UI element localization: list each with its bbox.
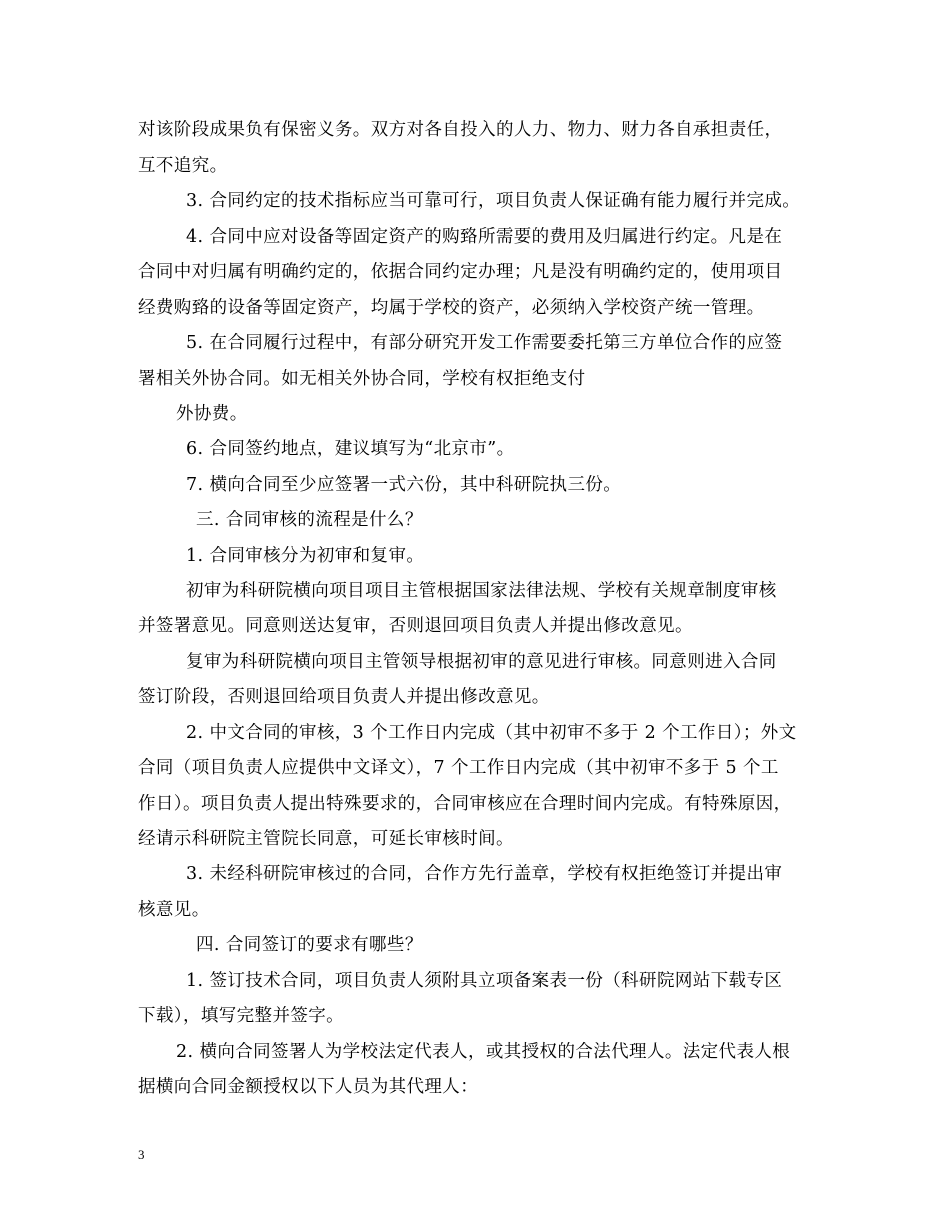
text-line: 互不追究。	[138, 156, 228, 176]
text-line: 2. 横向合同签署人为学校法定代表人，或其授权的合法代理人。法定代表人根	[176, 1042, 791, 1062]
text-line: 经请示科研院主管院长同意，可延长审核时间。	[138, 829, 514, 849]
text-line: 并签署意见。同意则送达复审，否则退回项目负责人并提出修改意见。	[138, 616, 693, 636]
text-line: 3. 未经科研院审核过的合同，合作方先行盖章，学校有权拒绝签订并提出审	[186, 864, 783, 884]
text-line: 复审为科研院横向项目主管领导根据初审的意见进行审核。同意则进入合同	[186, 652, 777, 672]
text-line: 5. 在合同履行过程中，有部分研究开发工作需要委托第三方单位合作的应签	[186, 333, 783, 353]
text-line: 1. 签订技术合同，项目负责人须附具立项备案表一份（科研院网站下载专区	[186, 971, 783, 991]
text-line: 合同（项目负责人应提供中文译文），7 个工作日内完成（其中初审不多于 5 个工	[138, 758, 779, 778]
text-line: 1. 合同审核分为初审和复审。	[186, 546, 425, 566]
text-line: 署相关外协合同。如无相关外协合同，学校有权拒绝支付	[138, 369, 586, 389]
text-line: 下载），填写完整并签字。	[138, 1006, 345, 1026]
page-number: 3	[138, 1147, 145, 1162]
text-line: 签订阶段，否则退回给项目负责人并提出修改意见。	[138, 687, 550, 707]
text-line: 6. 合同签约地点，建议填写为“北京市”。	[186, 439, 515, 459]
section-heading: 三. 合同审核的流程是什么？	[196, 510, 423, 530]
text-line: 合同中对归属有明确约定的，依据合同约定办理；凡是没有明确约定的，使用项目	[138, 262, 783, 282]
text-line: 2. 中文合同的审核，3 个工作日内完成（其中初审不多于 2 个工作日）；外文	[186, 723, 797, 743]
text-line: 7. 横向合同至少应签署一式六份，其中科研院执三份。	[186, 475, 622, 495]
text-line: 4. 合同中应对设备等固定资产的购臵所需要的费用及归属进行约定。凡是在	[186, 227, 783, 247]
text-line: 3. 合同约定的技术指标应当可靠可行，项目负责人保证确有能力履行并完成。	[186, 191, 801, 211]
text-line: 对该阶段成果负有保密义务。双方对各自投入的人力、物力、财力各自承担责任，	[138, 120, 783, 140]
text-line: 经费购臵的设备等固定资产，均属于学校的资产，必须纳入学校资产统一管理。	[138, 298, 765, 318]
text-line: 外协费。	[176, 404, 248, 424]
text-line: 初审为科研院横向项目项目主管根据国家法律法规、学校有关规章制度审核	[186, 581, 777, 601]
section-heading: 四. 合同签订的要求有哪些？	[196, 935, 423, 955]
text-line: 作日）。项目负责人提出特殊要求的，合同审核应在合理时间内完成。有特殊原因，	[138, 794, 792, 814]
text-line: 核意见。	[138, 900, 210, 920]
text-line: 据横向合同金额授权以下人员为其代理人：	[138, 1077, 479, 1097]
